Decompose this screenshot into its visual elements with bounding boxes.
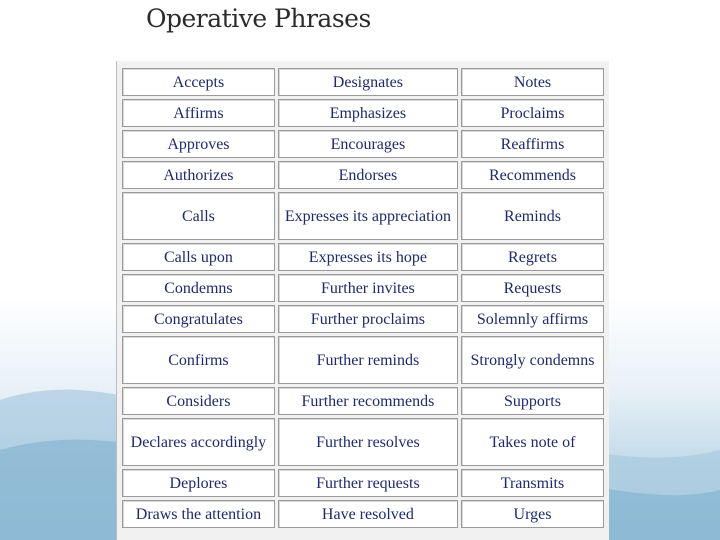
table-row bbox=[122, 336, 604, 384]
table-cell: Transmits bbox=[461, 469, 604, 497]
table-cell: Notes bbox=[461, 68, 604, 96]
table-cell: Takes note of bbox=[461, 418, 604, 466]
table-cell: Calls upon bbox=[122, 243, 275, 271]
table-row bbox=[122, 99, 604, 127]
phrases-table-body bbox=[122, 68, 604, 528]
phrases-table-container bbox=[116, 61, 609, 540]
table-row bbox=[122, 130, 604, 158]
table-cell: Further proclaims bbox=[278, 305, 458, 333]
table-cell: Regrets bbox=[461, 243, 604, 271]
table-cell: Declares accordingly bbox=[122, 418, 275, 466]
table-cell: Expresses its hope bbox=[278, 243, 458, 271]
table-cell: Further requests bbox=[278, 469, 458, 497]
table-cell: Calls bbox=[122, 192, 275, 240]
table-cell: Proclaims bbox=[461, 99, 604, 127]
table-cell: Requests bbox=[461, 274, 604, 302]
table-cell: Urges bbox=[461, 500, 604, 528]
table-cell: Reminds bbox=[461, 192, 604, 240]
table-cell: Approves bbox=[122, 130, 275, 158]
table-row bbox=[122, 274, 604, 302]
table-cell: Reaffirms bbox=[461, 130, 604, 158]
table-cell: Have resolved bbox=[278, 500, 458, 528]
table-row bbox=[122, 68, 604, 96]
table-cell: Supports bbox=[461, 387, 604, 415]
table-cell: Emphasizes bbox=[278, 99, 458, 127]
table-row bbox=[122, 387, 604, 415]
table-cell: Strongly condemns bbox=[461, 336, 604, 384]
table-cell: Encourages bbox=[278, 130, 458, 158]
table-row bbox=[122, 192, 604, 240]
table-cell: Considers bbox=[122, 387, 275, 415]
table-row bbox=[122, 243, 604, 271]
page-title: Operative Phrases bbox=[146, 4, 371, 33]
table-cell: Recommends bbox=[461, 161, 604, 189]
table-cell: Authorizes bbox=[122, 161, 275, 189]
table-cell: Affirms bbox=[122, 99, 275, 127]
table-cell: Deplores bbox=[122, 469, 275, 497]
phrases-table bbox=[119, 65, 607, 531]
table-cell: Condemns bbox=[122, 274, 275, 302]
table-cell: Further reminds bbox=[278, 336, 458, 384]
table-row bbox=[122, 305, 604, 333]
table-cell: Further recommends bbox=[278, 387, 458, 415]
table-cell: Accepts bbox=[122, 68, 275, 96]
table-cell: Congratulates bbox=[122, 305, 275, 333]
table-row bbox=[122, 500, 604, 528]
table-cell: Draws the attention bbox=[122, 500, 275, 528]
table-cell: Solemnly affirms bbox=[461, 305, 604, 333]
table-cell: Designates bbox=[278, 68, 458, 96]
table-cell: Confirms bbox=[122, 336, 275, 384]
table-cell: Further resolves bbox=[278, 418, 458, 466]
table-row bbox=[122, 161, 604, 189]
table-cell: Further invites bbox=[278, 274, 458, 302]
table-cell: Expresses its appreciation bbox=[278, 192, 458, 240]
table-cell: Endorses bbox=[278, 161, 458, 189]
table-row bbox=[122, 418, 604, 466]
table-row bbox=[122, 469, 604, 497]
